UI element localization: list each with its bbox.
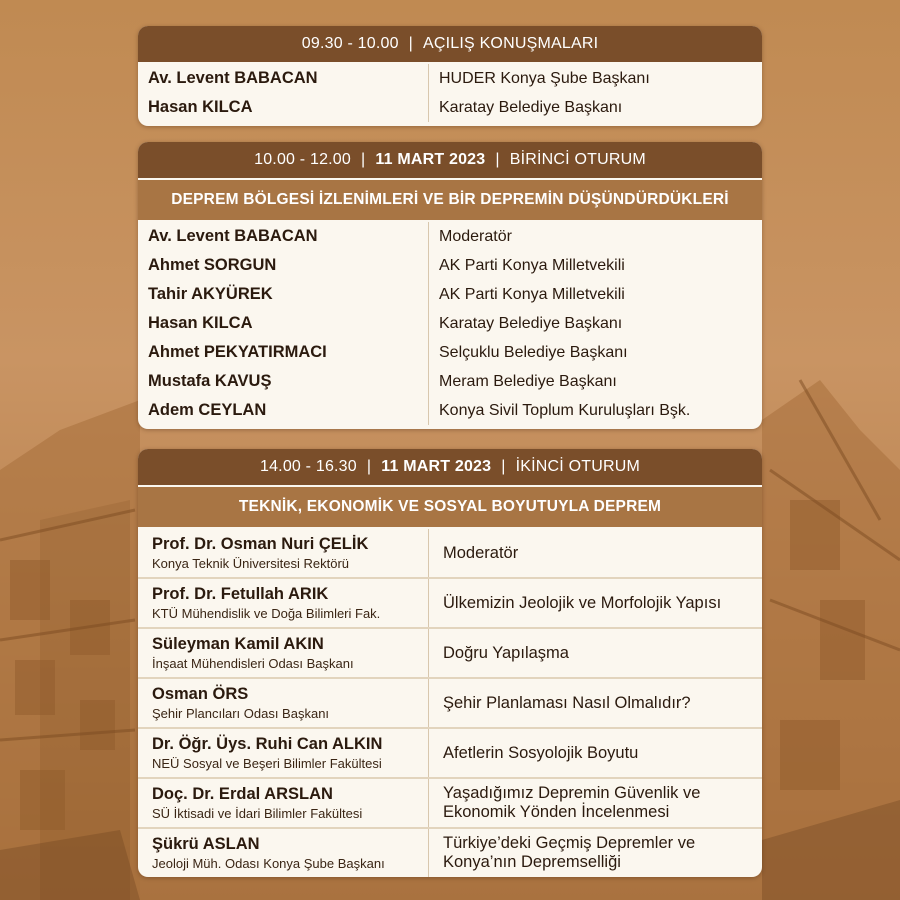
speaker-name: Doç. Dr. Erdal ARSLAN	[152, 785, 333, 803]
session1-row	[138, 251, 762, 280]
session2-row	[138, 529, 762, 579]
speaker-name: Ahmet PEKYATIRMACI	[148, 343, 327, 361]
session1-row	[138, 367, 762, 396]
opening-title: AÇILIŞ KONUŞMALARI	[423, 35, 599, 52]
speaker-name: Ahmet SORGUN	[148, 256, 277, 274]
speaker-affiliation: Jeoloji Müh. Odası Konya Şube Başkanı	[152, 856, 385, 871]
session2-row	[138, 629, 762, 679]
session1-title: BİRİNCİ OTURUM	[509, 151, 646, 168]
speaker-name: Av. Levent BABACAN	[148, 227, 318, 245]
speaker-name: Av. Levent BABACAN	[148, 69, 318, 87]
session2-row	[138, 579, 762, 629]
session2-row	[138, 829, 762, 877]
speaker-role: Meram Belediye Başkanı	[428, 367, 762, 396]
speaker-name: Hasan KILCA	[148, 314, 253, 332]
session1-row	[138, 396, 762, 425]
talk-title: Doğru Yapılaşma	[443, 643, 569, 662]
session2-topic: TEKNİK, EKONOMİK VE SOSYAL BOYUTUYLA DEPREM	[138, 485, 762, 527]
speaker-name: Adem CEYLAN	[148, 401, 267, 419]
speaker-affiliation: NEÜ Sosyal ve Beşeri Bilimler Fakültesi	[152, 756, 382, 771]
session1-card	[138, 142, 762, 429]
session1-header: 10.00 - 12.00 | 11 MART 2023 | BİRİNCİ OTURUM	[138, 142, 762, 178]
speaker-name: Süleyman Kamil AKIN	[152, 635, 324, 653]
session1-row	[138, 309, 762, 338]
speaker-role: Moderatör	[428, 222, 762, 251]
speaker-role: Selçuklu Belediye Başkanı	[428, 338, 762, 367]
session2-header: 14.00 - 16.30 | 11 MART 2023 | İKİNCİ OTURUM	[138, 449, 762, 485]
speaker-affiliation: İnşaat Mühendisleri Odası Başkanı	[152, 656, 354, 671]
session1-topic: DEPREM BÖLGESİ İZLENİMLERİ VE BİR DEPREMİN DÜŞÜNDÜRDÜKLERİ	[138, 178, 762, 220]
speaker-name: Şükrü ASLAN	[152, 835, 260, 853]
session2-time: 14.00 - 16.30	[259, 458, 357, 475]
session1-row	[138, 222, 762, 251]
talk-title: Ülkemizin Jeolojik ve Morfolojik Yapısı	[443, 593, 722, 612]
speaker-name: Tahir AKYÜREK	[148, 285, 273, 303]
speaker-name: Osman ÖRS	[152, 685, 249, 703]
opening-row	[138, 64, 762, 93]
session1-row	[138, 280, 762, 309]
opening-row	[138, 93, 762, 122]
speaker-role: Konya Sivil Toplum Kuruluşları Bşk.	[428, 396, 762, 425]
speaker-name: Prof. Dr. Fetullah ARIK	[152, 585, 329, 603]
session1-time: 10.00 - 12.00	[254, 151, 352, 168]
opening-card	[138, 26, 762, 126]
speaker-role: Karatay Belediye Başkanı	[428, 309, 762, 338]
speaker-affiliation: KTÜ Mühendislik ve Doğa Bilimleri Fak.	[152, 606, 381, 621]
session1-date: 11 MART 2023	[375, 151, 486, 168]
session2-title: İKİNCİ OTURUM	[515, 458, 640, 475]
talk-title: Yaşadığımız Depremin Güvenlik ve	[443, 784, 701, 802]
speaker-name: Dr. Öğr. Üys. Ruhi Can ALKIN	[152, 735, 383, 753]
speaker-name: Mustafa KAVUŞ	[148, 372, 272, 390]
session2-row	[138, 729, 762, 779]
opening-header: 09.30 - 10.00 | AÇILIŞ KONUŞMALARI	[138, 26, 762, 62]
speaker-affiliation: Konya Teknik Üniversitesi Rektörü	[152, 556, 350, 571]
session2-card	[138, 449, 762, 877]
session1-row	[138, 338, 762, 367]
session2-row	[138, 679, 762, 729]
talk-title: Şehir Planlaması Nasıl Olmalıdır?	[443, 693, 691, 712]
talk-title: Türkiye’deki Geçmiş Depremler ve	[443, 834, 696, 852]
speaker-affiliation: SÜ İktisadi ve İdari Bilimler Fakültesi	[152, 806, 363, 821]
talk-title-line2: Konya’nın Depremselliği	[443, 853, 621, 871]
speaker-role: HUDER Konya Şube Başkanı	[428, 64, 762, 93]
talk-title: Afetlerin Sosyolojik Boyutu	[443, 743, 639, 762]
opening-time: 09.30 - 10.00	[301, 35, 399, 52]
speaker-role: Karatay Belediye Başkanı	[428, 93, 762, 122]
speaker-role: AK Parti Konya Milletvekili	[428, 280, 762, 309]
speaker-name: Prof. Dr. Osman Nuri ÇELİK	[152, 535, 369, 553]
speaker-affiliation: Şehir Plancıları Odası Başkanı	[152, 706, 330, 721]
speaker-name: Hasan KILCA	[148, 98, 253, 116]
talk-title-line2: Ekonomik Yönden İncelenmesi	[443, 803, 670, 821]
speaker-role: AK Parti Konya Milletvekili	[428, 251, 762, 280]
talk-title: Moderatör	[443, 543, 519, 562]
session2-row	[138, 779, 762, 829]
session2-date: 11 MART 2023	[381, 458, 492, 475]
